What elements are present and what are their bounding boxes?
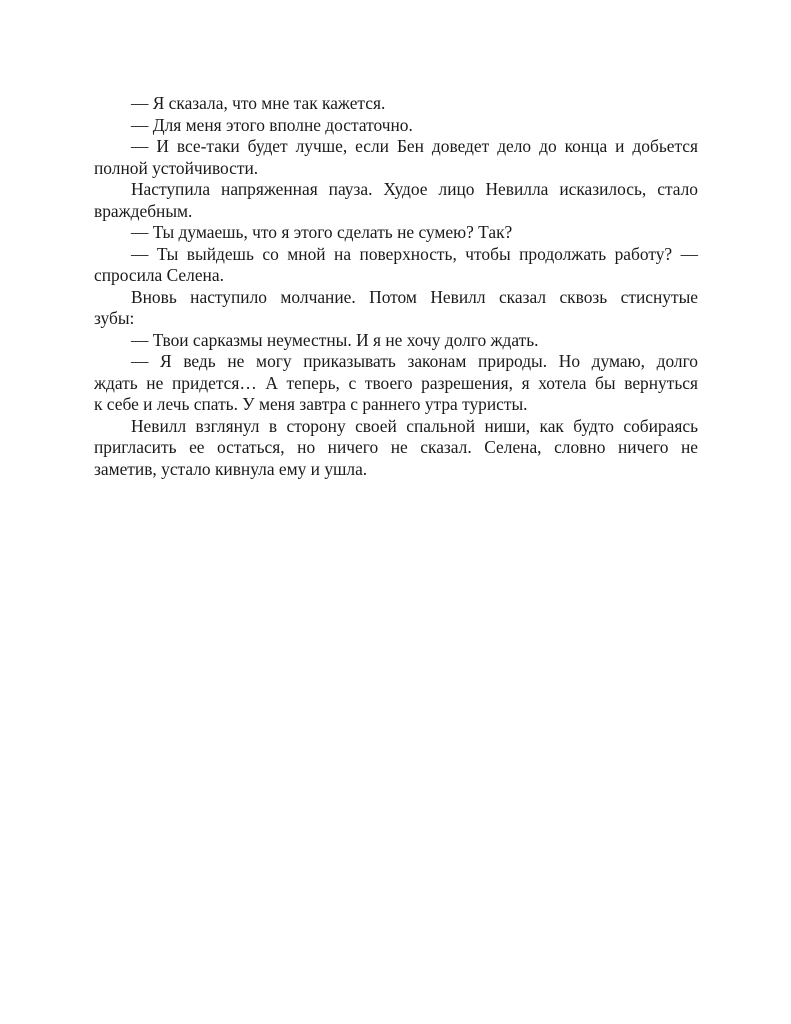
text-line: Невилл взглянул в сторону своей спальной ниши, как будто собираясь: [131, 415, 698, 436]
text-line: — Я ведь не могу приказывать законам природы. Но думаю, долго: [131, 351, 698, 371]
paragraph: [94, 222, 698, 244]
text-line: спросила Селена.: [94, 265, 224, 285]
text-line: враждебным.: [94, 200, 193, 221]
paragraph: [94, 93, 698, 115]
text-line: Вновь наступило молчание. Потом Невилл сказал сквозь стиснутые: [131, 286, 698, 307]
paragraph: [94, 115, 698, 137]
paragraph: [94, 136, 698, 179]
paragraph: [94, 351, 698, 416]
paragraph: [94, 287, 698, 330]
document-page: [94, 93, 698, 480]
text-line: заметив, устало кивнула ему и ушла.: [94, 458, 368, 479]
text-line: ждать не придется… А теперь, с твоего разрешения, я хотела бы вернуться: [94, 372, 698, 393]
text-line: — Я сказала, что мне так кажется.: [131, 93, 386, 113]
paragraph: [94, 244, 698, 287]
text-line: зубы:: [94, 308, 135, 328]
text-line: — Ты думаешь, что я этого сделать не сумею? Так?: [131, 222, 513, 242]
paragraph: [94, 416, 698, 481]
paragraph: [94, 330, 698, 352]
text-line: пригласить ее остаться, но ничего не сказал. Селена, словно ничего не: [94, 437, 698, 457]
text-line: Наступила напряженная пауза. Худое лицо Невилла исказилось, стало: [131, 179, 698, 199]
text-line: — И все-таки будет лучше, если Бен доведет дело до конца и добьется: [131, 136, 698, 156]
text-line: — Ты выйдешь со мной на поверхность, чтобы продолжать работу? —: [131, 243, 698, 264]
text-line: полной устойчивости.: [94, 157, 259, 178]
text-line: — Для меня этого вполне достаточно.: [131, 114, 413, 135]
text-line: — Твои сарказмы неуместны. И я не хочу долго ждать.: [131, 329, 539, 350]
paragraph: [94, 179, 698, 222]
text-line: к себе и лечь спать. У меня завтра с раннего утра туристы.: [94, 394, 528, 414]
